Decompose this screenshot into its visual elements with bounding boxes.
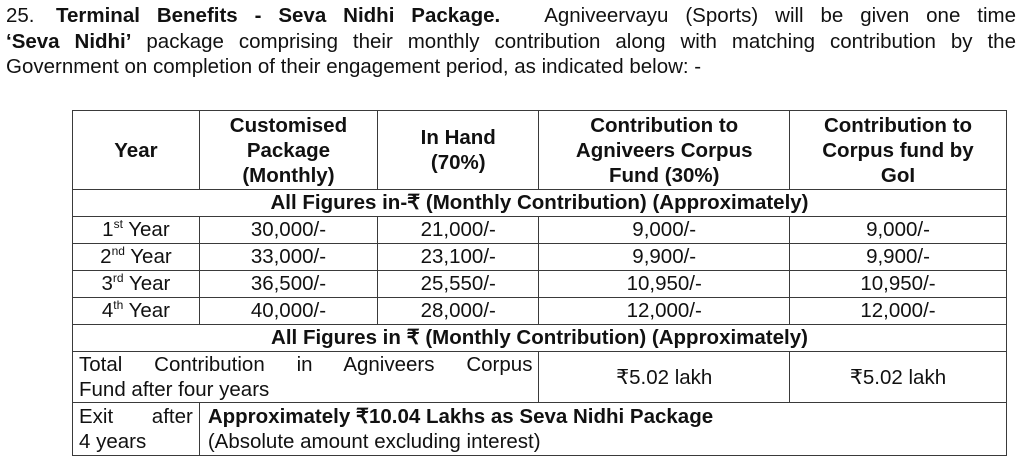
table-row bbox=[73, 217, 1007, 244]
year-cell: 1st Year bbox=[73, 217, 200, 244]
table-row bbox=[73, 271, 1007, 298]
paragraph-line-2 bbox=[6, 29, 1016, 55]
goi-cell: 10,950/- bbox=[789, 271, 1006, 298]
paragraph-line1-text: Agniveervayu (Sports) will be given one time bbox=[544, 4, 1016, 27]
corpus-cell: 9,900/- bbox=[539, 244, 790, 271]
table-row bbox=[73, 298, 1007, 325]
total-contribution-row bbox=[73, 352, 1007, 403]
seva-nidhi-term: ‘Seva Nidhi’ bbox=[6, 29, 132, 53]
package-cell: 33,000/- bbox=[199, 244, 377, 271]
package-cell: 30,000/- bbox=[199, 217, 377, 244]
corpus-cell: 12,000/- bbox=[539, 298, 790, 325]
seva-nidhi-table bbox=[72, 110, 1007, 456]
paragraph-line2-text: package comprising their monthly contribution along with matching contribution by the bbox=[146, 29, 1016, 53]
year-cell: 4th Year bbox=[73, 298, 200, 325]
package-cell: 36,500/- bbox=[199, 271, 377, 298]
paragraph-line-3: Government on completion of their engagement period, as indicated below: - bbox=[6, 55, 702, 78]
figures-note-row-top bbox=[73, 190, 1007, 217]
total-goi-value: ₹5.02 lakh bbox=[789, 352, 1006, 403]
header-year: Year bbox=[73, 111, 200, 190]
total-corpus-value: ₹5.02 lakh bbox=[539, 352, 790, 403]
paragraph-number: 25. bbox=[6, 4, 35, 27]
in-hand-cell: 23,100/- bbox=[378, 244, 539, 271]
paragraph-heading: Terminal Benefits - Seva Nidhi Package. bbox=[56, 4, 501, 27]
corpus-cell: 9,000/- bbox=[539, 217, 790, 244]
in-hand-cell: 25,550/- bbox=[378, 271, 539, 298]
corpus-cell: 10,950/- bbox=[539, 271, 790, 298]
goi-cell: 12,000/- bbox=[789, 298, 1006, 325]
package-cell: 40,000/- bbox=[199, 298, 377, 325]
year-cell: 2nd Year bbox=[73, 244, 200, 271]
paragraph-line-1 bbox=[6, 3, 1016, 29]
in-hand-cell: 21,000/- bbox=[378, 217, 539, 244]
exit-row bbox=[73, 403, 1007, 456]
intro-paragraph bbox=[6, 3, 1016, 80]
total-contribution-label: Total Contribution in Agniveers Corpus Fund after four years bbox=[73, 352, 539, 403]
goi-cell: 9,000/- bbox=[789, 217, 1006, 244]
figures-note-bottom: All Figures in ₹ (Monthly Contribution) (Approximately) bbox=[73, 325, 1007, 352]
goi-cell: 9,900/- bbox=[789, 244, 1006, 271]
header-customised-package: Customised Package (Monthly) bbox=[199, 111, 377, 190]
table-header-row bbox=[73, 111, 1007, 190]
year-cell: 3rd Year bbox=[73, 271, 200, 298]
header-goi-contribution: Contribution to Corpus fund by GoI bbox=[789, 111, 1006, 190]
figures-note-row-bottom bbox=[73, 325, 1007, 352]
in-hand-cell: 28,000/- bbox=[378, 298, 539, 325]
header-in-hand: In Hand (70%) bbox=[378, 111, 539, 190]
exit-label: Exit after 4 years bbox=[73, 403, 200, 456]
header-agniveer-corpus-contribution: Contribution to Agniveers Corpus Fund (30%) bbox=[539, 111, 790, 190]
exit-package-amount: Approximately ₹10.04 Lakhs as Seva Nidhi Package (Absolute amount excluding interest) bbox=[199, 403, 1006, 456]
table-row bbox=[73, 244, 1007, 271]
figures-note-top: All Figures in-₹ (Monthly Contribution) (Approximately) bbox=[73, 190, 1007, 217]
